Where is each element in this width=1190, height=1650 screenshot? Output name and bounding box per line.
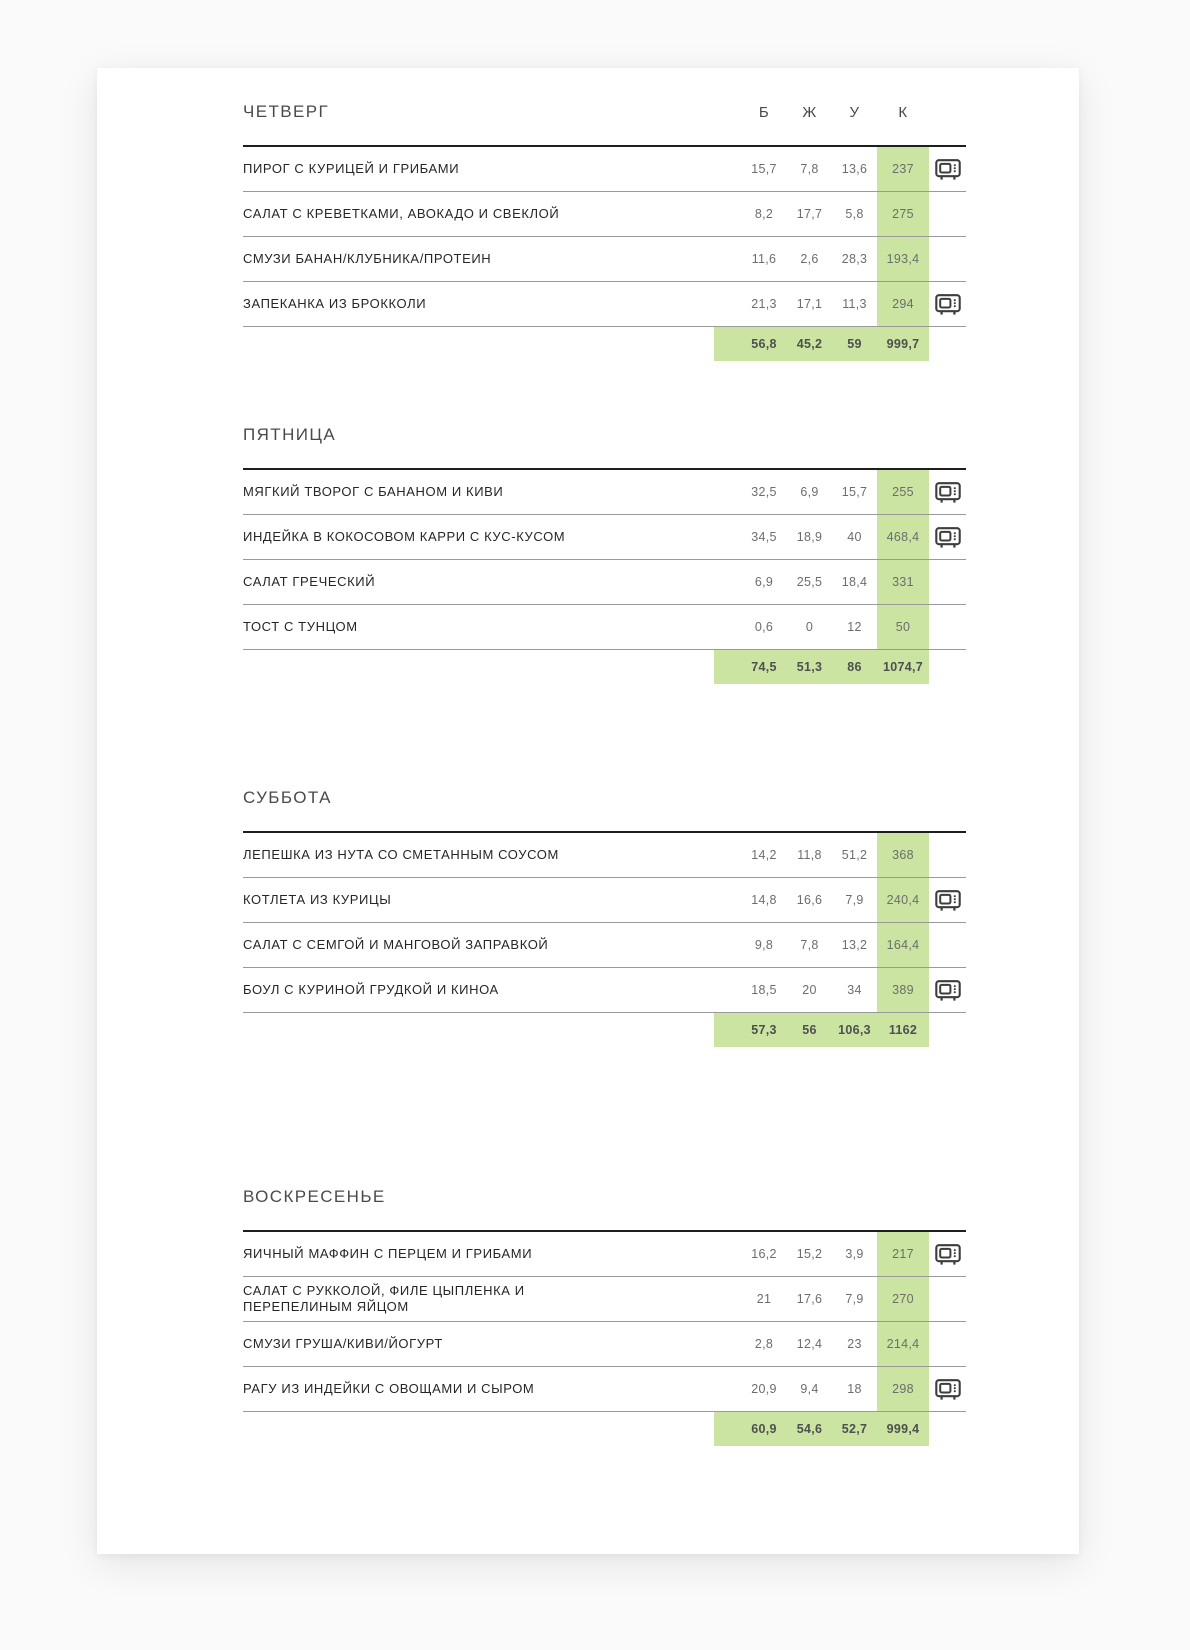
column-header-c: У [849, 104, 860, 121]
totals-row [243, 326, 966, 361]
icon-cell [929, 1232, 966, 1276]
dish-name-cell [243, 968, 741, 1012]
icon-cell [929, 147, 966, 191]
totals-highlight [714, 327, 929, 361]
fat-value: 17,6 [796, 1292, 823, 1306]
fat-value: 7,8 [800, 162, 819, 176]
carbs-value: 40 [847, 530, 862, 544]
protein-value: 6,9 [754, 575, 774, 589]
protein-value: 9,8 [754, 938, 774, 952]
dish-name-cell [243, 560, 741, 604]
microwave-icon [935, 293, 961, 316]
total-carbs-value: 86 [847, 660, 862, 674]
dish-name: ЯИЧНЫЙ МАФФИН С ПЕРЦЕМ И ГРИБАМИ [243, 1245, 533, 1261]
dish-name: ПИРОГ С КУРИЦЕЙ И ГРИБАМИ [243, 160, 460, 176]
dish-name-cell [243, 1367, 741, 1411]
calories-value: 193,4 [877, 237, 929, 281]
calories-value: 368 [877, 833, 929, 877]
dish-name-cell [243, 147, 741, 191]
fat-value: 11,8 [797, 848, 822, 862]
totals-spacer [243, 327, 714, 361]
icon-cell [929, 878, 966, 922]
icon-cell [929, 237, 966, 281]
icon-cell [929, 833, 966, 877]
day-header [243, 1187, 966, 1209]
total-calories-value: 1162 [888, 1023, 918, 1037]
day-title: ЧЕТВЕРГ [243, 102, 330, 121]
carbs-value: 13,6 [841, 162, 868, 176]
dish-name: СМУЗИ ГРУША/КИВИ/ЙОГУРТ [243, 1335, 443, 1351]
table-row [243, 147, 966, 191]
carbs-value: 51,2 [841, 848, 868, 862]
table-row [243, 604, 966, 649]
fat-value: 2,6 [800, 252, 819, 266]
total-fat-value: 45,2 [796, 337, 823, 351]
protein-value: 21,3 [751, 297, 777, 311]
protein-value: 20,9 [751, 1382, 777, 1396]
microwave-icon [935, 979, 961, 1002]
calories-value: 468,4 [877, 515, 929, 559]
microwave-icon [935, 526, 961, 549]
calories-value: 255 [877, 470, 929, 514]
carbs-value: 15,7 [841, 485, 868, 499]
carbs-value: 28,3 [841, 252, 868, 266]
calories-value: 275 [877, 192, 929, 236]
dish-name-cell [243, 282, 741, 326]
dish-name: ЗАПЕКАНКА ИЗ БРОККОЛИ [243, 295, 427, 311]
column-header-kcal: К [898, 104, 908, 121]
calories-value: 164,4 [877, 923, 929, 967]
totals-row [243, 1012, 966, 1047]
totals-icon-spacer [929, 1013, 966, 1047]
calories-value: 331 [877, 560, 929, 604]
protein-value: 34,5 [751, 530, 777, 544]
total-protein-value: 74,5 [751, 660, 777, 674]
day-table [243, 1230, 966, 1446]
fat-value: 12,4 [796, 1337, 823, 1351]
fat-value: 6,9 [800, 485, 819, 499]
table-row [243, 877, 966, 922]
dish-name-cell [243, 878, 741, 922]
dish-name-cell [243, 515, 741, 559]
totals-icon-spacer [929, 1412, 966, 1446]
calories-value: 217 [877, 1232, 929, 1276]
carbs-value: 23 [847, 1337, 862, 1351]
fat-value: 16,6 [796, 893, 823, 907]
column-header-b: Б [758, 104, 770, 121]
table-row [243, 922, 966, 967]
calories-value: 389 [877, 968, 929, 1012]
table-row [243, 514, 966, 559]
dish-name-cell [243, 605, 741, 649]
total-calories-value: 1074,7 [882, 660, 924, 674]
carbs-value: 7,9 [845, 1292, 864, 1306]
table-row [243, 281, 966, 326]
day-title: ВОСКРЕСЕНЬЕ [243, 1187, 386, 1206]
fat-value: 15,2 [796, 1247, 823, 1261]
day-section [243, 788, 966, 1047]
protein-value: 8,2 [754, 207, 774, 221]
day-header [243, 788, 966, 810]
total-protein-value: 60,9 [751, 1422, 777, 1436]
icon-cell [929, 1367, 966, 1411]
total-carbs-value: 106,3 [838, 1023, 871, 1037]
meal-plan [243, 68, 966, 1446]
dish-name-cell [243, 1277, 741, 1321]
document-page [97, 68, 1079, 1554]
dish-name: ТОСТ С ТУНЦОМ [243, 618, 358, 634]
microwave-icon [935, 1378, 961, 1401]
dish-name-cell [243, 1232, 741, 1276]
icon-cell [929, 605, 966, 649]
table-row [243, 1232, 966, 1276]
day-header [243, 102, 966, 124]
dish-name: ЛЕПЕШКА ИЗ НУТА СО СМЕТАННЫМ СОУСОМ [243, 846, 559, 862]
carbs-value: 34 [847, 983, 862, 997]
icon-cell [929, 1277, 966, 1321]
calories-value: 240,4 [877, 878, 929, 922]
table-row [243, 1276, 966, 1321]
totals-spacer [243, 1412, 714, 1446]
column-header-f: Ж [802, 104, 817, 121]
protein-value: 18,5 [751, 983, 777, 997]
calories-value: 270 [877, 1277, 929, 1321]
carbs-value: 18,4 [841, 575, 868, 589]
fat-value: 20 [802, 983, 817, 997]
fat-value: 17,7 [796, 207, 823, 221]
calories-value: 237 [877, 147, 929, 191]
day-section [243, 102, 966, 361]
dish-name-cell [243, 923, 741, 967]
day-title: ПЯТНИЦА [243, 425, 337, 444]
totals-spacer [243, 1013, 714, 1047]
total-fat-value: 56 [802, 1023, 817, 1037]
fat-value: 7,8 [800, 938, 819, 952]
protein-value: 0,6 [754, 620, 774, 634]
protein-value: 21 [756, 1292, 772, 1306]
dish-name-cell [243, 470, 741, 514]
icon-cell [929, 923, 966, 967]
totals-highlight [714, 650, 929, 684]
carbs-value: 18 [847, 1382, 862, 1396]
table-row [243, 833, 966, 877]
protein-value: 16,2 [751, 1247, 777, 1261]
icon-cell [929, 282, 966, 326]
protein-value: 14,8 [751, 893, 777, 907]
table-row [243, 191, 966, 236]
protein-value: 32,5 [751, 485, 777, 499]
day-table [243, 468, 966, 684]
total-carbs-value: 52,7 [841, 1422, 868, 1436]
calories-value: 294 [877, 282, 929, 326]
fat-value: 9,4 [800, 1382, 819, 1396]
dish-name: МЯГКИЙ ТВОРОГ С БАНАНОМ И КИВИ [243, 483, 504, 499]
carbs-value: 12 [847, 620, 862, 634]
table-row [243, 470, 966, 514]
totals-row [243, 649, 966, 684]
day-section [243, 1187, 966, 1446]
dish-name: ИНДЕЙКА В КОКОСОВОМ КАРРИ С КУС-КУСОМ [243, 528, 566, 544]
total-carbs-value: 59 [847, 337, 862, 351]
day-table [243, 831, 966, 1047]
fat-value: 17,1 [796, 297, 823, 311]
totals-spacer [243, 650, 714, 684]
icon-cell [929, 470, 966, 514]
icon-cell [929, 968, 966, 1012]
carbs-value: 13,2 [841, 938, 868, 952]
dish-name: РАГУ ИЗ ИНДЕЙКИ С ОВОЩАМИ И СЫРОМ [243, 1380, 535, 1396]
dish-name: КОТЛЕТА ИЗ КУРИЦЫ [243, 891, 392, 907]
calories-value: 298 [877, 1367, 929, 1411]
day-header [243, 425, 966, 447]
protein-value: 11,6 [751, 252, 777, 266]
dish-name-cell [243, 833, 741, 877]
protein-value: 2,8 [754, 1337, 774, 1351]
dish-name-cell [243, 192, 741, 236]
carbs-value: 7,9 [845, 893, 864, 907]
dish-name: САЛАТ С РУККОЛОЙ, ФИЛЕ ЦЫПЛЕНКА И ПЕРЕПЕЛИНЫМ ЯЙЦОМ [243, 1282, 525, 1314]
totals-highlight [714, 1013, 929, 1047]
totals-icon-spacer [929, 327, 966, 361]
table-row [243, 967, 966, 1012]
table-row [243, 236, 966, 281]
microwave-icon [935, 481, 961, 504]
microwave-icon [935, 158, 961, 181]
day-title: СУББОТА [243, 788, 332, 807]
total-fat-value: 51,3 [796, 660, 823, 674]
dish-name: СМУЗИ БАНАН/КЛУБНИКА/ПРОТЕИН [243, 250, 492, 266]
table-row [243, 559, 966, 604]
dish-name: САЛАТ С КРЕВЕТКАМИ, АВОКАДО И СВЕКЛОЙ [243, 205, 560, 221]
total-protein-value: 56,8 [751, 337, 777, 351]
carbs-value: 3,9 [845, 1247, 864, 1261]
microwave-icon [935, 889, 961, 912]
calories-value: 50 [877, 605, 929, 649]
total-calories-value: 999,4 [886, 1422, 920, 1436]
calories-value: 214,4 [877, 1322, 929, 1366]
totals-icon-spacer [929, 650, 966, 684]
total-protein-value: 57,3 [751, 1023, 777, 1037]
fat-value: 25,5 [796, 575, 823, 589]
icon-cell [929, 515, 966, 559]
dish-name: САЛАТ ГРЕЧЕСКИЙ [243, 573, 376, 589]
total-calories-value: 999,7 [886, 337, 920, 351]
protein-value: 14,2 [751, 848, 777, 862]
icon-cell [929, 192, 966, 236]
day-section [243, 425, 966, 684]
dish-name: БОУЛ С КУРИНОЙ ГРУДКОЙ И КИНОА [243, 981, 499, 997]
totals-row [243, 1411, 966, 1446]
table-row [243, 1366, 966, 1411]
fat-value: 0 [805, 620, 814, 634]
total-fat-value: 54,6 [796, 1422, 823, 1436]
protein-value: 15,7 [751, 162, 777, 176]
totals-highlight [714, 1412, 929, 1446]
carbs-value: 11,3 [842, 297, 867, 311]
dish-name: САЛАТ С СЕМГОЙ И МАНГОВОЙ ЗАПРАВКОЙ [243, 936, 549, 952]
icon-cell [929, 1322, 966, 1366]
microwave-icon [935, 1243, 961, 1266]
icon-cell [929, 560, 966, 604]
dish-name-cell [243, 1322, 741, 1366]
fat-value: 18,9 [796, 530, 823, 544]
carbs-value: 5,8 [845, 207, 864, 221]
dish-name-cell [243, 237, 741, 281]
day-table [243, 145, 966, 361]
table-row [243, 1321, 966, 1366]
